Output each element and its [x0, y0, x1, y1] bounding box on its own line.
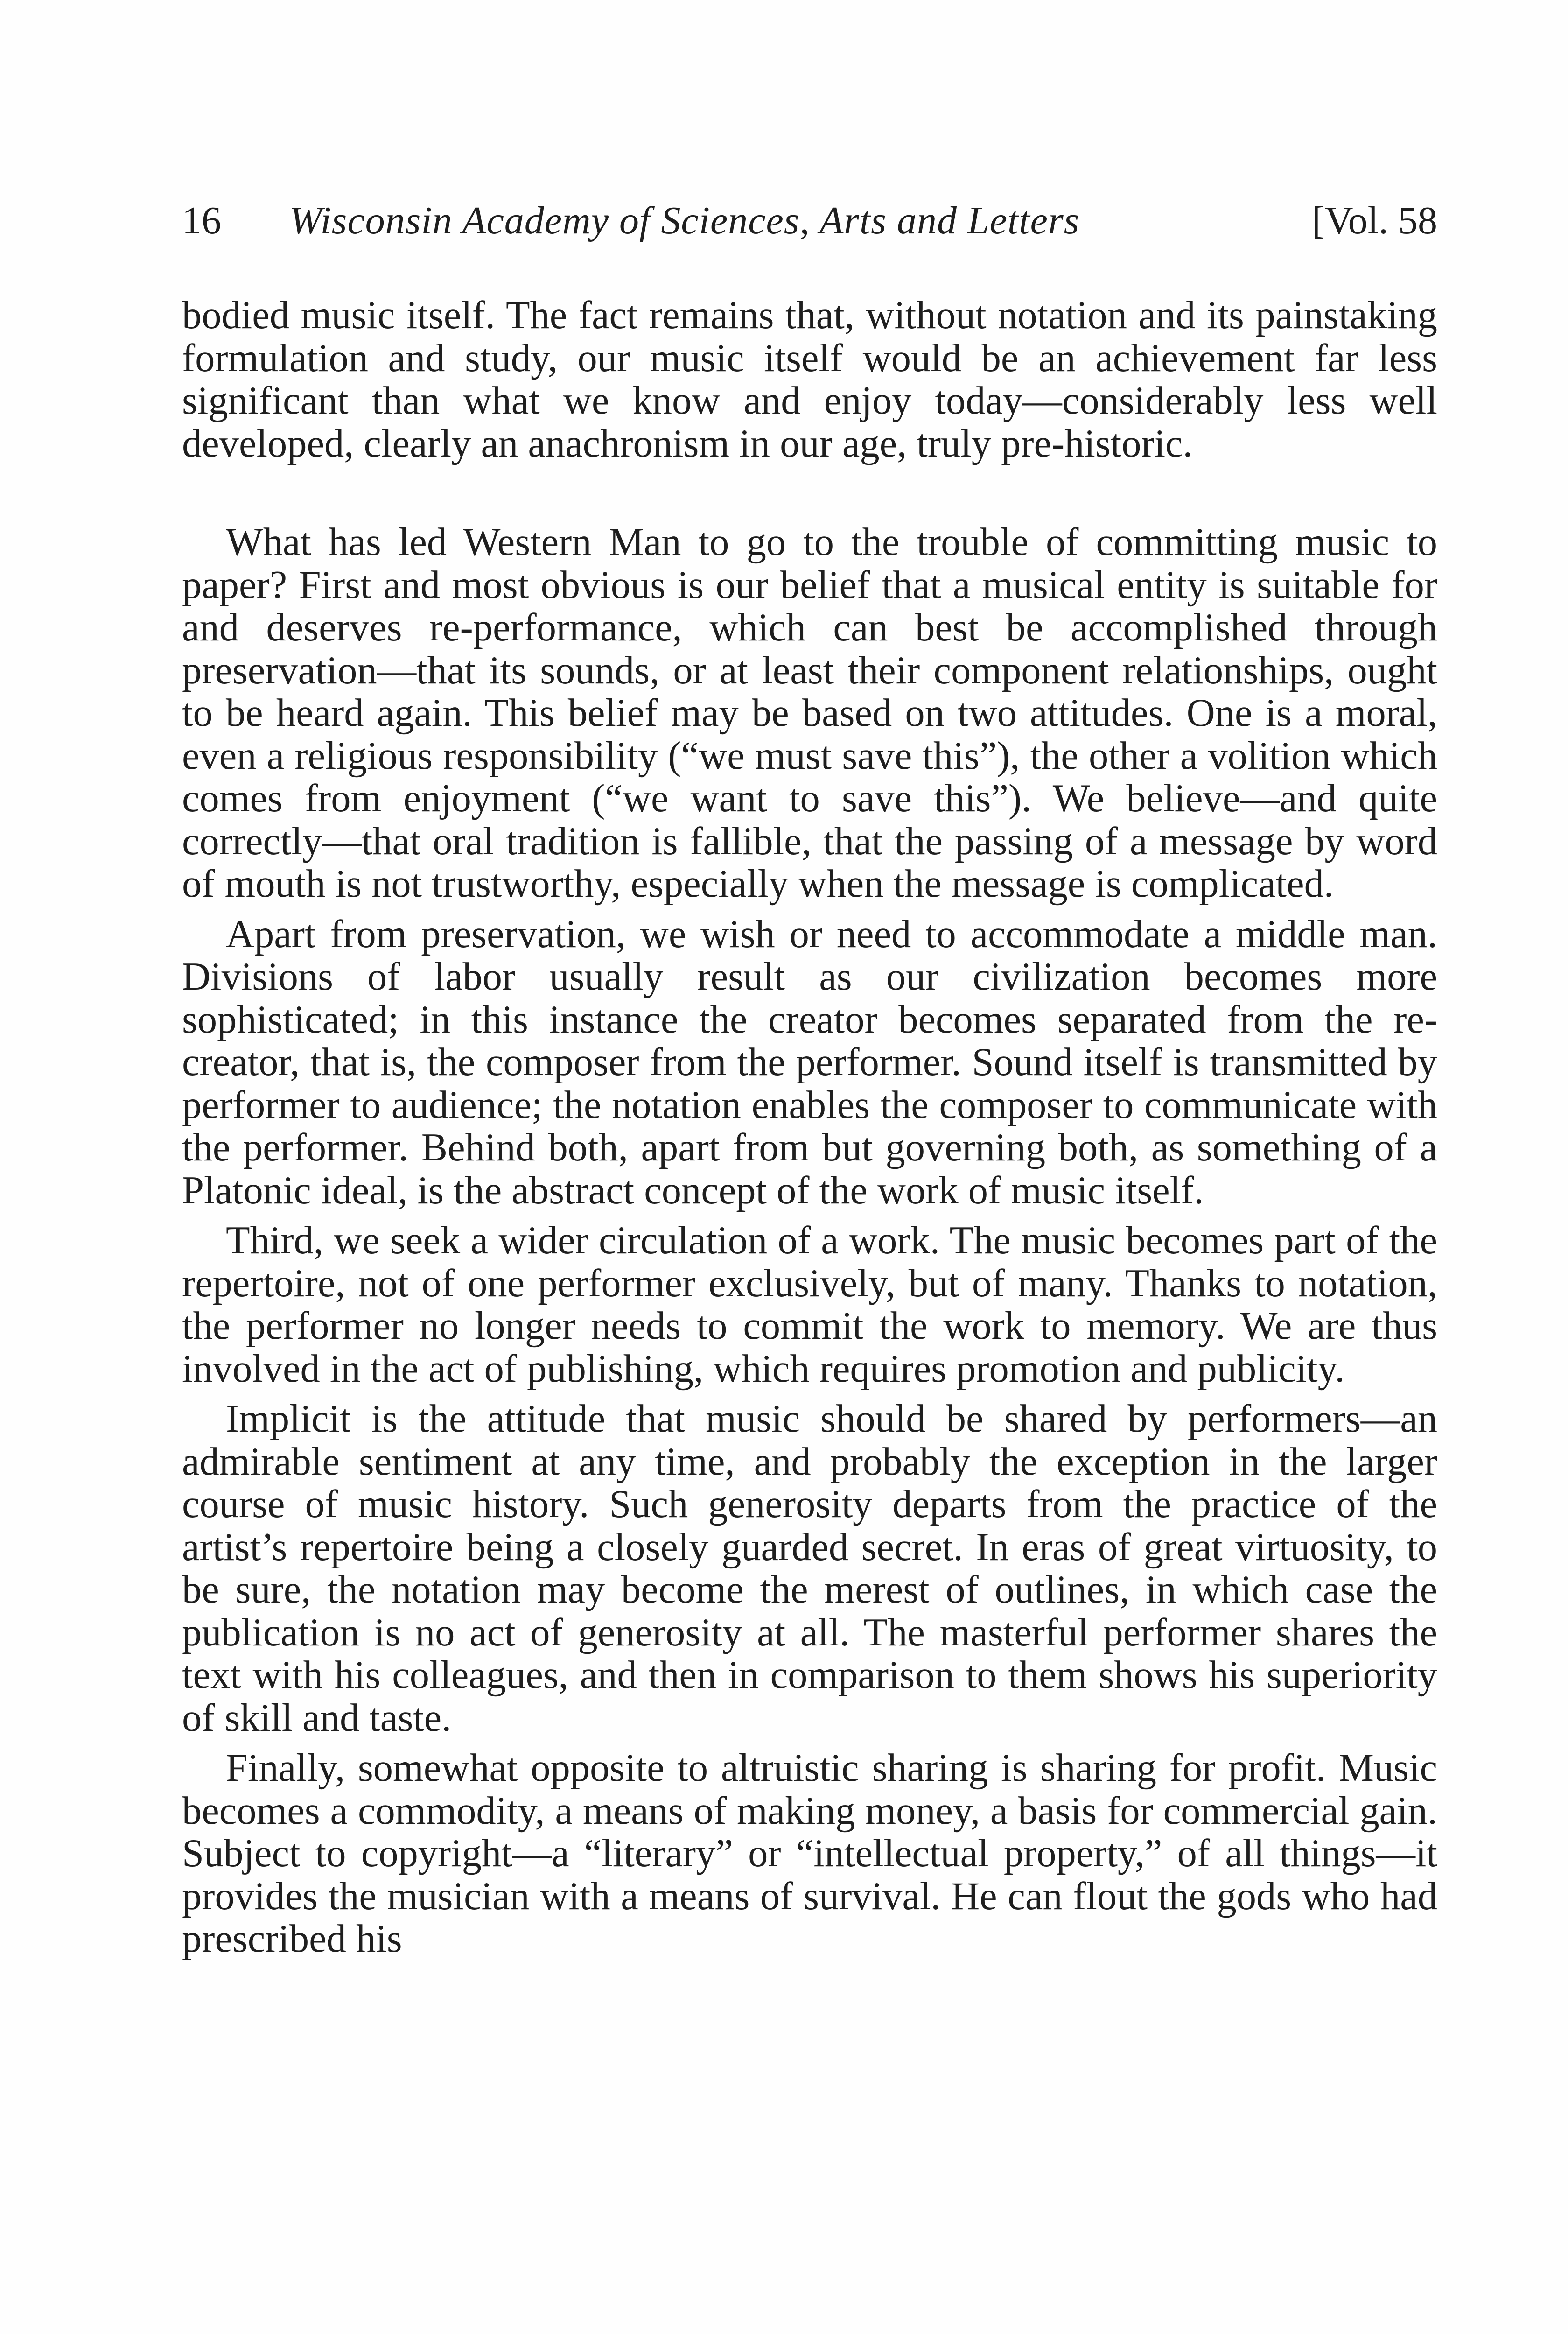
- volume-label: [Vol. 58: [1311, 199, 1437, 242]
- paragraph-circulation: Third, we seek a wider circulation of a work. The music becomes part of the repertoire, not of one performer exclusively, but of many. Thanks to notation, the performer no longer needs to commit the work to memory. We are thus involved in the act of publishing, which requires promotion and publicity.: [182, 1219, 1437, 1391]
- running-header: [182, 195, 1437, 246]
- body-text: [182, 294, 1437, 1961]
- paragraph-profit: Finally, somewhat opposite to altruistic sharing is sharing for profit. Music becomes a commodity, a means of making money, a basis for commercial gain. Subject to copyright—a “literary” or “intellectual property,” of all things—it provides the musician with a means of survival. He can flout the gods who had prescribed his: [182, 1746, 1437, 1961]
- paragraph-continuation: bodied music itself. The fact remains that, without notation and its painstaking formulation and study, our music itself would be an achievement far less significant than what we know and enjoy today—considerably less well developed, clearly an anachronism in our age, truly pre-historic.: [182, 294, 1437, 465]
- paragraph-sharing: Implicit is the attitude that music should be shared by performers—an admirable sentiment at any time, and probably the exception in the larger course of music history. Such generosity departs from the practice of the artist’s repertoire being a closely guarded secret. In eras of great virtuosity, to be sure, the notation may become the merest of outlines, in which case the publication is no act of generosity at all. The masterful performer shares the text with his colleagues, and then in comparison to them shows his superiority of skill and taste.: [182, 1397, 1437, 1740]
- paragraph-notation-purpose: What has led Western Man to go to the trouble of committing music to paper? First and most obvious is our belief that a musical entity is suitable for and deserves re-performance, which can best be accomplished through preservation—that its sounds, or at least their component relationships, ought to be heard again. This belief may be based on two attitudes. One is a moral, even a religious responsibility (“we must save this”), the other a volition which comes from enjoyment (“we want to save this”). We believe—and quite correctly—that oral tradition is fallible, that the passing of a message by word of mouth is not trustworthy, especially when the message is complicated.: [182, 520, 1437, 906]
- running-title: Wisconsin Academy of Sciences, Arts and Letters: [289, 199, 1080, 242]
- paragraph-middle-man: Apart from preservation, we wish or need to accommodate a middle man. Divisions of labor usually result as our civilization becomes more sophisticated; in this instance the creator becomes separated from the re-creator, that is, the composer from the performer. Sound itself is transmitted by performer to audience; the notation enables the composer to communicate with the performer. Behind both, apart from but governing both, as something of a Platonic ideal, is the abstract concept of the work of music itself.: [182, 912, 1437, 1212]
- page-number: 16: [182, 199, 221, 242]
